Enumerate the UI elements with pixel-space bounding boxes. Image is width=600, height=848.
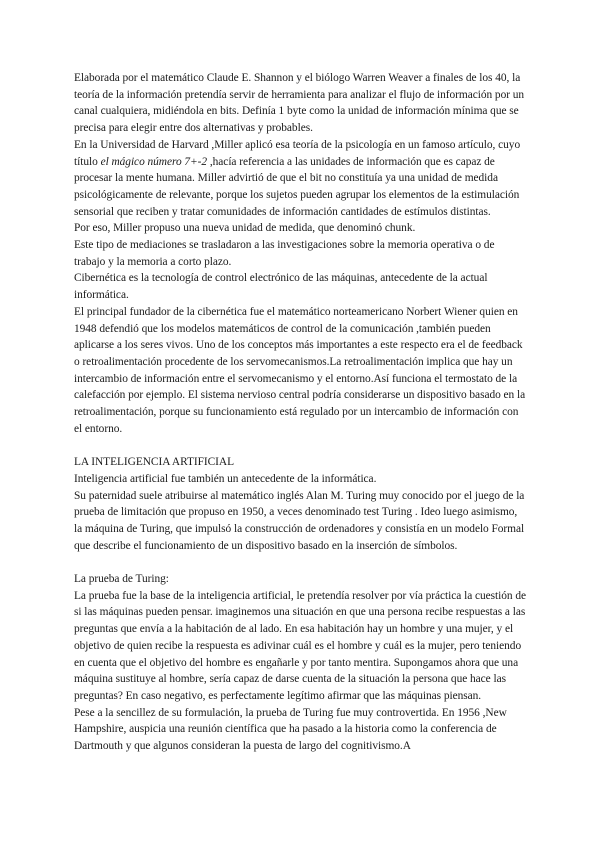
paragraph-miller-text-end: ,hacía referencia a las unidades de información que es capaz de procesar la mente humana. Miller advirtió de que el bit no constituía ya una unidad de medida psicológicamente de relevante, porque los sujetos pueden agrupar los elementos de la estimulación sensorial que reciben y tratar comunidades de información cantidades de estímulos distintas.	[74, 155, 520, 218]
paragraph-information-theory: Elaborada por el matemático Claude E. Shannon y el biólogo Warren Weaver a finales de los 40, la teoría de la información pretendía servir de herramienta para analizar el flujo de información por un canal cualquiera, midiéndola en bits. Definía 1 byte como la unidad de información mínima que se precisa para elegir entre dos alternativas y probables.	[74, 72, 525, 135]
paragraph-turing: Su paternidad suele atribuirse al matemático inglés Alan M. Turing muy conocido por el juego de la prueba de limitación que propuso en 1950, a veces denominado test Turing . Ideo luego asimismo, la máquina de Turing, que impulsó la construcción de ordenadores y consistía en un modelo Formal que describe el funcionamiento de un dispositivo basado en la inserción de símbolos.	[74, 489, 525, 552]
paragraph-chunk: Por eso, Miller propuso una nueva unidad de medida, que denominó chunk.	[74, 222, 416, 235]
paragraph-miller-text-start: En la Universidad de Harvard ,Miller aplicó esa teoría de la psicología en un famoso artículo, cuyo título	[74, 138, 521, 168]
article-title: el mágico número 7+-2	[100, 155, 208, 168]
paragraph-cybernetics: Cibernética es la tecnología de control electrónico de las máquinas, antecedente de la actual informática.	[74, 272, 488, 302]
paragraph-wiener: El principal fundador de la cibernética fue el matemático norteamericano Norbert Wiener quien en 1948 defendió que los modelos matemáticos de control de la comunicación ,también pueden aplicarse a los seres vivos. Uno de los conceptos más importantes a este respecto era el de feedback o retroalimentación procedente de los servomecanismos.La retroalimentación implica que hay un intercambio de información entre el servomecanismo y el entorno.Así funciona el termostato de la calefacción por ejemplo. El sistema nervioso central podría considerarse un dispositivo basado en la retroalimentación, porque su funcionamiento está regulado por un intercambio de información con el entorno.	[74, 305, 526, 435]
paragraph-memory: Este tipo de mediaciones se trasladaron a las investigaciones sobre la memoria operativa o de trabajo y la memoria a corto plazo.	[74, 239, 495, 268]
heading-turing-test: La prueba de Turing:	[74, 573, 169, 586]
document-body	[74, 70, 526, 755]
heading-artificial-intelligence: LA INTELIGENCIA ARTIFICIAL	[74, 456, 234, 469]
paragraph-ai-intro: Inteligencia artificial fue también un antecedente de la informática.	[74, 472, 377, 485]
paragraph-dartmouth: Pese a la sencillez de su formulación, la prueba de Turing fue muy controvertida. En 1956 ,New Hampshire, auspicia una reunión científica que ha pasado a la historia como la conferencia de Dartmouth y que algunos consideran la puesta de largo del cognitivismo.A	[74, 706, 507, 753]
paragraph-miller	[74, 137, 526, 221]
paragraph-turing-test: La prueba fue la base de la inteligencia artificial, le pretendía resolver por vía práctica la cuestión de si las máquinas pueden pensar. imaginemos una situación en que una persona recibe respuestas a las preguntas que envía a la habitación de al lado. En esa habitación hay un hombre y una mujer, y el objetivo de quien recibe la respuesta es adivinar cuál es el hombre y cuál es la mujer, pero teniendo en cuenta que el objetivo del hombre es engañarle y por tanto mentira. Supongamos ahora que una máquina sustituye al hombre, sería capaz de darse cuenta de la situación la persona que hace las preguntas? En caso negativo, es perfectamente legítimo afirmar que las máquinas piensan.	[74, 589, 527, 702]
